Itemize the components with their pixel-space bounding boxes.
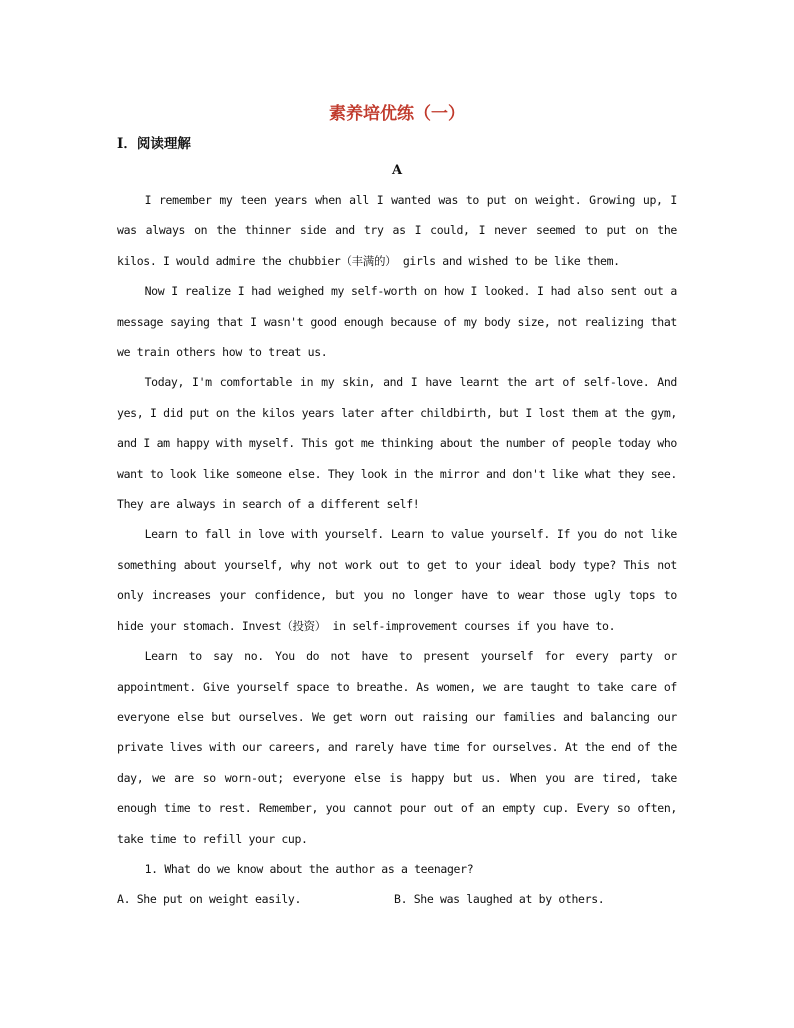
passage-label: A: [391, 163, 403, 178]
paragraph-4: Learn to fall in love with yourself. Learn to value yourself. If you do not like something about yourself, why not work out to get to your ideal body type? This not only increases your confidence, but you no longer have to wear those ugly tops to hide your stomach. Invest（投资） in self-improvement courses if you have to.: [117, 527, 677, 633]
option-b: B. She was laughed at by others.: [394, 892, 605, 907]
paragraph-1: I remember my teen years when all I wanted was to put on weight. Growing up, I was always on the thinner side and try as I could, I never seemed to put on the kilos. I would admire the chubbier（丰满的） girls and wished to be like them.: [117, 193, 677, 268]
passage-body: [117, 185, 677, 915]
paragraph-3: Today, I'm comfortable in my skin, and I have learnt the art of self-love. And yes, I did put on the kilos years later after childbirth, but I lost them at the gym, and I am happy with myself. This got me thinking about the number of people today who want to look like someone else. They look in the mirror and don't like what they see. They are always in search of a different self!: [117, 375, 677, 512]
option-a: A. She put on weight easily.: [117, 892, 302, 907]
answer-options: [117, 884, 677, 914]
page-title: 素养培优练（一）: [329, 104, 465, 124]
paragraph-2: Now I realize I had weighed my self-worth on how I looked. I had also sent out a message saying that I wasn't good enough because of my body size, not realizing that we train others how to treat us.: [117, 284, 677, 360]
paragraph-5: Learn to say no. You do not have to present yourself for every party or appointment. Give yourself space to breathe. As women, we are taught to take care of everyone else but ourselves. We get worn out raising our families and balancing our private lives with our careers, and rarely have time for ourselves. At the end of the day, we are so worn-out; everyone else is happy but us. When you are tired, take enough time to rest. Remember, you cannot pour out of an empty cup. Every so often, take time to refill your cup.: [117, 649, 677, 846]
question-stem: 1. What do we know about the author as a teenager?: [144, 861, 474, 876]
section-heading: Ⅰ．阅读理解: [117, 136, 191, 152]
